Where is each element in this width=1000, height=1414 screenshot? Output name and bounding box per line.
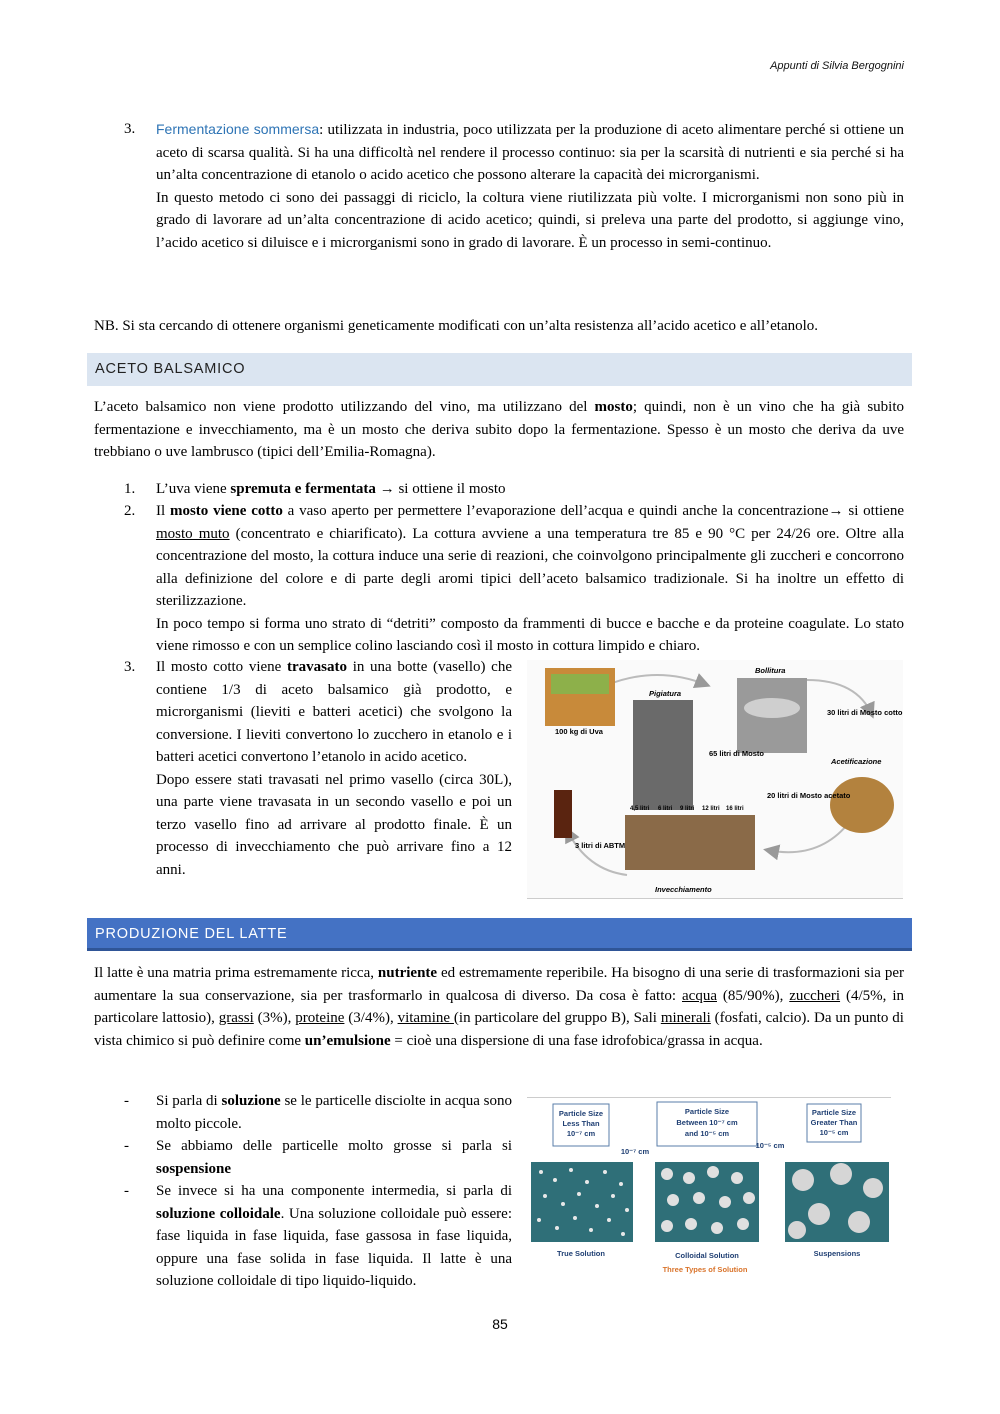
barrels-row-icon (625, 815, 755, 870)
label-abtm: 3 litri di ABTM (575, 841, 626, 850)
item-paragraph: In poco tempo si forma uno strato di “detriti” composto da frammenti di bucce e bacche e da proteine coagulate. Lo stato viene rimosso e con un semplice colino lasciando così il mosto in cottura limpido e chiaro. (156, 615, 904, 654)
label-uva: 100 kg di Uva (555, 727, 603, 736)
label-mosto20: 20 litri di Mosto acetato (767, 791, 851, 800)
item-text: in una botte (vasello) che contiene 1/3 di aceto balsamico già prodotto, e microrganismi (lieviti e batteri acetici) che svolgono la conversione. I lieviti convertono lo zucchero in etanolo e i batteri acetici convertono l’etanolo in acido acetico. (156, 659, 512, 765)
grapes-icon (551, 674, 609, 694)
bold-text: nutriente (377, 965, 438, 981)
threshold-1: 10⁻⁷ cm (620, 1147, 650, 1156)
figure-balsamico-process (527, 660, 903, 899)
text: . Una soluzione colloidale può essere: fase liquida in fase liquida, fase gassosa in fase liquida, oppure una fase solida in fase liquida. Il latte è una soluzione colloidale di tipo liquido-liquido. (156, 1205, 513, 1289)
item-text: (concentrato e chiarificato). La cottura avviene a una temperatura tre 85 e 90 °C per 24/26 ore. Oltre alla concentrazione del mosto, la cottura induce una serie di reazioni, che coinvolgono principalmente gli zuccheri e concorrono alla definizione del colore e di parte degli aromi tipici dell’aceto balsamico tradizionale. Si ha inoltre un effetto di sterilizzazione. (156, 525, 904, 609)
underline-minerali: minerali (660, 1010, 711, 1026)
threshold-2: 10⁻⁵ cm (755, 1141, 785, 1150)
list-item (124, 1135, 512, 1180)
text: Se invece si ha una componente intermedia, si parla di (156, 1183, 512, 1199)
text: (85/90%), (716, 987, 790, 1004)
bullet-dash: - (124, 1138, 129, 1154)
label-acetificazione: Acetificazione (831, 757, 882, 766)
text: (3/4%), (344, 1010, 398, 1026)
item-number: 2. (124, 503, 136, 519)
text: (fosfati, calcio). Da un punto di vista chimico si può definire come (94, 1010, 904, 1049)
label-invecchiamento: Invecchiamento (655, 885, 712, 894)
item-text: Il mosto cotto viene (156, 659, 288, 675)
label-pigiatura: Pigiatura (649, 689, 682, 698)
solution-types-diagram (527, 1098, 891, 1284)
intro-text: L’aceto balsamico non viene prodotto utilizzando del vino, ma utilizzano del (94, 399, 595, 415)
bold-emulsione: un’emulsione (304, 1032, 391, 1049)
box1-line: Less Than (562, 1119, 600, 1128)
item-bold: mosto viene cotto (169, 503, 283, 519)
page-number: 85 (492, 1316, 508, 1332)
barrel-label: 16 litri (726, 806, 744, 812)
balsamico-intro (94, 396, 904, 464)
label-mosto65: 65 litri di Mosto (709, 749, 765, 758)
bold-text: sospensione (156, 1160, 232, 1177)
figure-solution-types (527, 1097, 891, 1284)
text: Il latte è una matria prima estremamente ricca, (94, 965, 378, 981)
list-item (124, 1180, 512, 1293)
item-paragraph: Dopo essere stati travasati nel primo vasello (circa 30L), una parte viene travasata in un secondo vasello e poi un terzo vasello fino ad arrivare al prodotto finale. È un processo di invecchiamento che può arrivare fino a 12 anni. (156, 771, 512, 878)
figure-caption: Three Types of Solution (662, 1265, 748, 1274)
box3-line: 10⁻⁵ cm (819, 1128, 849, 1137)
item-bold: spremuta e fermentata (230, 481, 376, 497)
item-number: 3. (124, 659, 136, 675)
label-suspensions: Suspensions (813, 1249, 861, 1258)
arrow-icon: → (375, 481, 399, 497)
box3-line: Particle Size (811, 1108, 857, 1117)
item-bold: travasato (287, 659, 348, 675)
press-icon (633, 700, 693, 810)
section-heading-produzione-latte: PRODUZIONE DEL LATTE (87, 918, 912, 951)
bold-text: soluzione (221, 1093, 281, 1109)
list-item (124, 1090, 512, 1135)
text: (4/5%, in particolare lattosio), (94, 987, 905, 1026)
bullet-list (124, 1090, 512, 1293)
label-colloidal-solution: Colloidal Solution (675, 1251, 739, 1260)
bold-text: soluzione colloidale (156, 1205, 281, 1222)
text: = cioè una dispersione di una fase idrofobica/grassa in acqua. (390, 1032, 763, 1049)
text: Se abbiamo delle particelle molto grosse si parla si (156, 1138, 512, 1154)
bullet-dash: - (124, 1183, 129, 1199)
section-heading-aceto-balsamico: ACETO BALSAMICO (87, 353, 912, 386)
item-text: L’uva viene (156, 481, 231, 497)
underline-proteine: proteine (295, 1010, 345, 1026)
box3-line: Greater Than (810, 1118, 858, 1127)
text: (3%), (253, 1010, 296, 1026)
intro-bold: mosto (594, 399, 633, 415)
nb-note: NB. Si sta cercando di ottenere organismi geneticamente modificati con un’alta resistenza all’acido acetico e all’etanolo. (94, 318, 819, 334)
barrel-label: 4,5 litri (630, 806, 650, 812)
latte-paragraph (94, 962, 904, 1052)
item-text: si ottiene il mosto (398, 481, 506, 497)
item-paragraph: In questo metodo ci sono dei passaggi di riciclo, la coltura viene riutilizzata più volte. I microrganismi non sono più in grado di lavorare ad un’alta concentrazione di acido acetico; quindi, si preleva una parte del prodotto, si aggiunge vino, l’acido acetico si diluisce e i microrganismi sono in grado di lavorare. È un processo in semi-continuo. (156, 189, 904, 251)
text: (in particolare del gruppo B), Sali (453, 1010, 661, 1026)
barrel-label: 6 litri (658, 806, 673, 812)
label-bollitura: Bollitura (755, 666, 786, 675)
underline-grassi: grassi (218, 1010, 254, 1026)
term-fermentazione-sommersa: Fermentazione sommersa (156, 121, 320, 137)
box2-line: Between 10⁻⁷ cm (676, 1118, 738, 1127)
box2-line: and 10⁻⁵ cm (684, 1129, 730, 1138)
item-number: 1. (124, 481, 136, 497)
item-underline: mosto muto (156, 525, 230, 542)
box1-line: 10⁻⁷ cm (566, 1129, 596, 1138)
underline-zuccheri: zuccheri (789, 987, 841, 1004)
bullet-dash: - (124, 1093, 129, 1109)
pot-top-icon (744, 698, 800, 718)
underline-vitamine: vitamine (397, 1010, 454, 1026)
underline-acqua: acqua (682, 987, 717, 1004)
list-item (124, 656, 512, 881)
barrel-label: 12 litri (702, 806, 720, 812)
item-number: 3. (124, 121, 136, 137)
barrel-label: 9 litri (680, 806, 695, 812)
true-solution-square (531, 1162, 633, 1242)
box1-line: Particle Size (558, 1109, 604, 1118)
bottle-icon (554, 790, 572, 838)
item-text: : utilizzata in industria, poco utilizzata per la produzione di aceto alimentare perché si ottiene un aceto di scarsa qualità. Si ha una difficoltà nel rendere il processo continuo: sia per la scarsità di nutrienti e sia perché si ha un’alta concentrazione di etanolo o acido acetico che possono alterare la capacità dei microrganismi. (156, 122, 904, 183)
list-item (124, 500, 904, 658)
intro-text: ; quindi, non è un vino che ha già subito fermentazione e invecchiamento, ma è un mosto che deriva subito dopo la fermentazione. Spesso è un mosto che deriva da uve trebbiano o uve lambrusco (tipici dell’Emilia-Romagna). (94, 399, 904, 460)
label-mosto30: 30 litri di Mosto cotto (827, 708, 903, 717)
balsamico-diagram (527, 660, 903, 898)
page-header-author: Appunti di Silvia Bergognini (770, 60, 904, 72)
barrel-icon (830, 777, 894, 833)
list-item (124, 478, 904, 501)
text: se le particelle disciolte in acqua sono molto piccole. (156, 1093, 513, 1132)
item-text: Il (156, 503, 170, 519)
text: ed estremamente reperibile. Ha bisogno di una serie di trasformazioni sia per aumentare la sua conservazione, sia per trasformarlo in qualcosa di diverso. Da cosa è fatto: (94, 965, 905, 1004)
item-text: a vaso aperto per permettere l’evaporazione dell’acqua e quindi anche la concentrazione→ si ottiene (282, 503, 904, 519)
list-item (124, 118, 904, 254)
text: Si parla di (156, 1093, 222, 1109)
box2-line: Particle Size (684, 1107, 730, 1116)
label-true-solution: True Solution (557, 1249, 605, 1258)
